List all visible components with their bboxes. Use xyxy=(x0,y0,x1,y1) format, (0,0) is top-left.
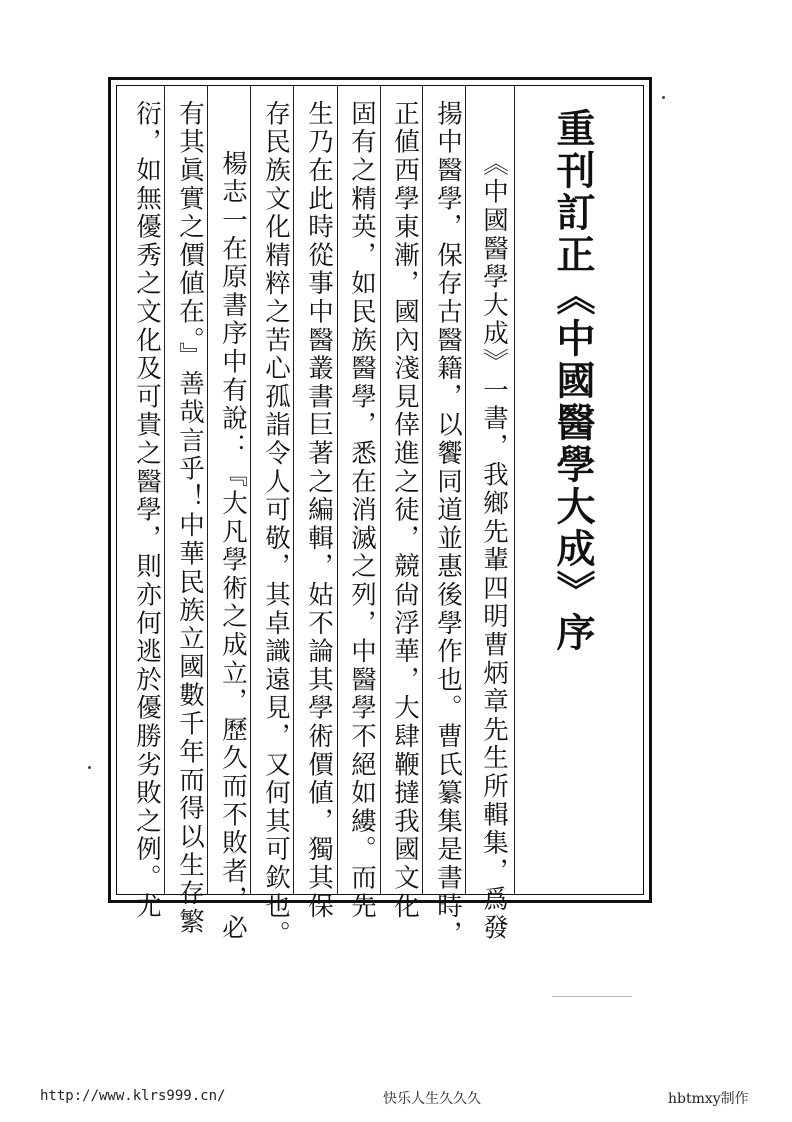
footer-url: http://www.klrs999.cn/ xyxy=(40,1088,226,1104)
column-rule xyxy=(380,85,381,895)
text-column-5: 生乃在此時從事中醫叢書巨著之編輯，姑不論其學術價値，獨其保 xyxy=(304,100,334,921)
scan-speck xyxy=(552,996,632,997)
footer-credit: hbtmxy制作 xyxy=(668,1091,749,1107)
page-title: 重刊訂正《中國醫學大成》序 xyxy=(550,108,596,654)
column-rule xyxy=(337,85,338,895)
text-column-2: 揚中醫學，保存古醫籍，以饗同道並惠後學作也。曹氏纂集是書時， xyxy=(433,100,463,949)
footer-center-text: 快乐人生久久久 xyxy=(383,1091,481,1107)
column-rule xyxy=(514,85,515,895)
column-rule xyxy=(422,85,423,895)
text-column-9: 衍，如無優秀之文化及可貴之醫學，則亦何逃於優勝劣敗之例。尤 xyxy=(132,100,162,921)
column-rule xyxy=(293,85,294,895)
column-rule xyxy=(207,85,208,895)
scan-speck xyxy=(88,766,91,769)
text-column-1: 《中國醫學大成》一書，我鄉先輩四明曹炳章先生所輯集，爲發 xyxy=(479,150,509,943)
column-rule xyxy=(164,85,165,895)
text-column-3: 正値西學東漸，國內淺見倖進之徒，競尙浮華，大肆鞭撻我國文化 xyxy=(390,100,420,921)
text-column-8: 有其眞實之價値在。』善哉言乎！中華民族立國數千年而得以生存繁 xyxy=(175,100,205,937)
column-rule xyxy=(465,85,466,895)
scan-speck xyxy=(662,96,665,99)
text-column-7: 楊志一在原書序中有說：『大凡學術之成立，歷久而不敗者，必 xyxy=(218,150,248,943)
text-column-6: 存民族文化精粹之苦心孤詣令人可敬，其卓識遠見，又何其可欽也。 xyxy=(261,100,291,949)
text-column-4: 固有之精英，如民族醫學，悉在消滅之列，中醫學不絕如縷。而先 xyxy=(347,100,377,921)
column-rule xyxy=(250,85,251,895)
